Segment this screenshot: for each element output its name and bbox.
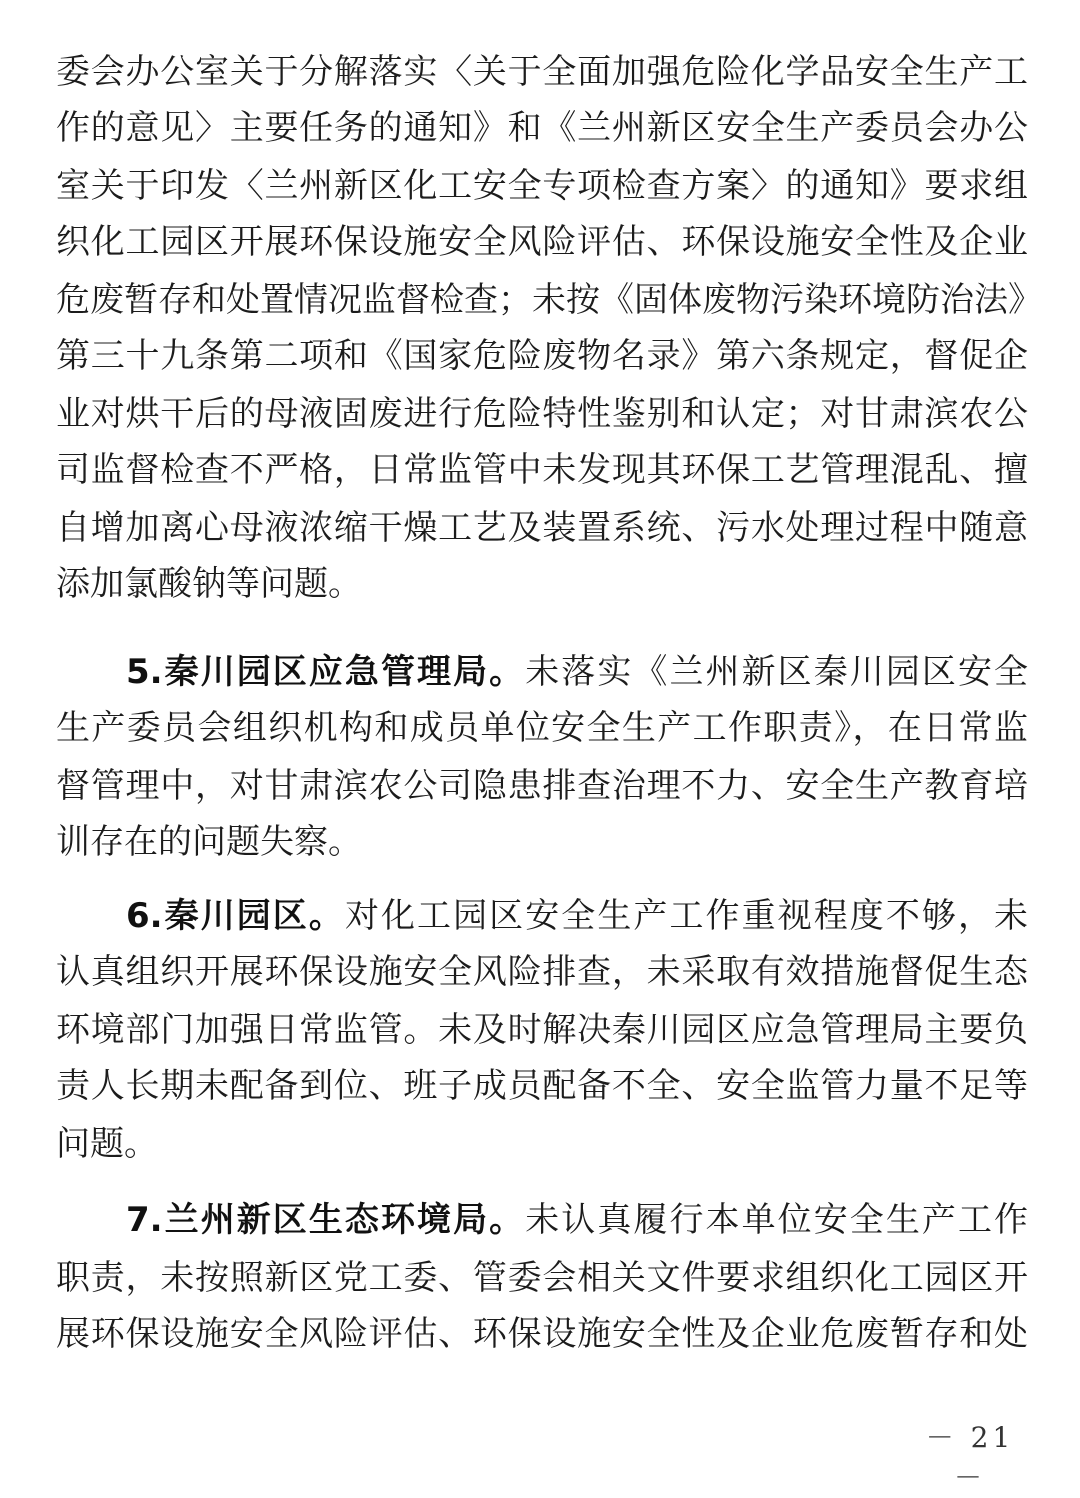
item-6-first-line — [126, 888, 1028, 944]
text-line: 自增加离心母液浓缩干燥工艺及装置系统、污水处理过程中随意 — [56, 508, 1028, 548]
text-line: 第三十九条第二项和《国家危险废物名录》第六条规定，督促企 — [56, 336, 1028, 376]
item-6-heading: 6.秦川园区。 — [126, 896, 345, 936]
item-5-heading: 5.秦川园区应急管理局。 — [126, 652, 526, 692]
text-line: 责人长期未配备到位、班子成员配备不全、安全监管力量不足等 — [56, 1066, 1028, 1106]
item-7-first-line — [126, 1192, 1028, 1248]
text-line: 室关于印发〈兰州新区化工安全专项检查方案〉的通知》要求组 — [56, 166, 1028, 206]
text-line: 认真组织开展环保设施安全风险排查，未采取有效措施督促生态 — [56, 952, 1028, 992]
text-line: 展环保设施安全风险评估、环保设施安全性及企业危废暂存和处 — [56, 1314, 1028, 1354]
item-5-first-line — [126, 644, 1028, 700]
text-line: 危废暂存和处置情况监督检查；未按《固体废物污染环境防治法》 — [56, 280, 1042, 320]
text-line: 添加氯酸钠等问题。 — [56, 564, 362, 604]
text-line: 业对烘干后的母液固废进行危险特性鉴别和认定；对甘肃滨农公 — [56, 394, 1028, 434]
text-line: 司监督检查不严格，日常监管中未发现其环保工艺管理混乱、擅 — [56, 450, 1028, 490]
item-7-heading: 7.兰州新区生态环境局。 — [126, 1200, 526, 1240]
text-line: 训存在的问题失察。 — [56, 822, 362, 862]
text-line: 环境部门加强日常监管。未及时解决秦川园区应急管理局主要负 — [56, 1010, 1028, 1050]
text-line: 作的意见〉主要任务的通知》和《兰州新区安全生产委员会办公 — [56, 108, 1028, 148]
text-line: 职责，未按照新区党工委、管委会相关文件要求组织化工园区开 — [56, 1258, 1028, 1298]
text-line: 督管理中，对甘肃滨农公司隐患排查治理不力、安全生产教育培 — [56, 766, 1028, 806]
text-line: 织化工园区开展环保设施安全风险评估、环保设施安全性及企业 — [56, 222, 1028, 262]
item-7-text: 未认真履行本单位安全生产工作 — [525, 1200, 1029, 1240]
item-5-text: 未落实《兰州新区秦川园区安全 — [525, 652, 1029, 692]
text-line: 问题。 — [56, 1124, 158, 1164]
page-number: － 21 － — [925, 1421, 1015, 1494]
text-line: 生产委员会组织机构和成员单位安全生产工作职责》，在日常监 — [56, 708, 1028, 748]
item-6-text: 对化工园区安全生产工作重视程度不够，未 — [344, 896, 1029, 936]
text-line: 委会办公室关于分解落实〈关于全面加强危险化学品安全生产工 — [56, 52, 1028, 92]
